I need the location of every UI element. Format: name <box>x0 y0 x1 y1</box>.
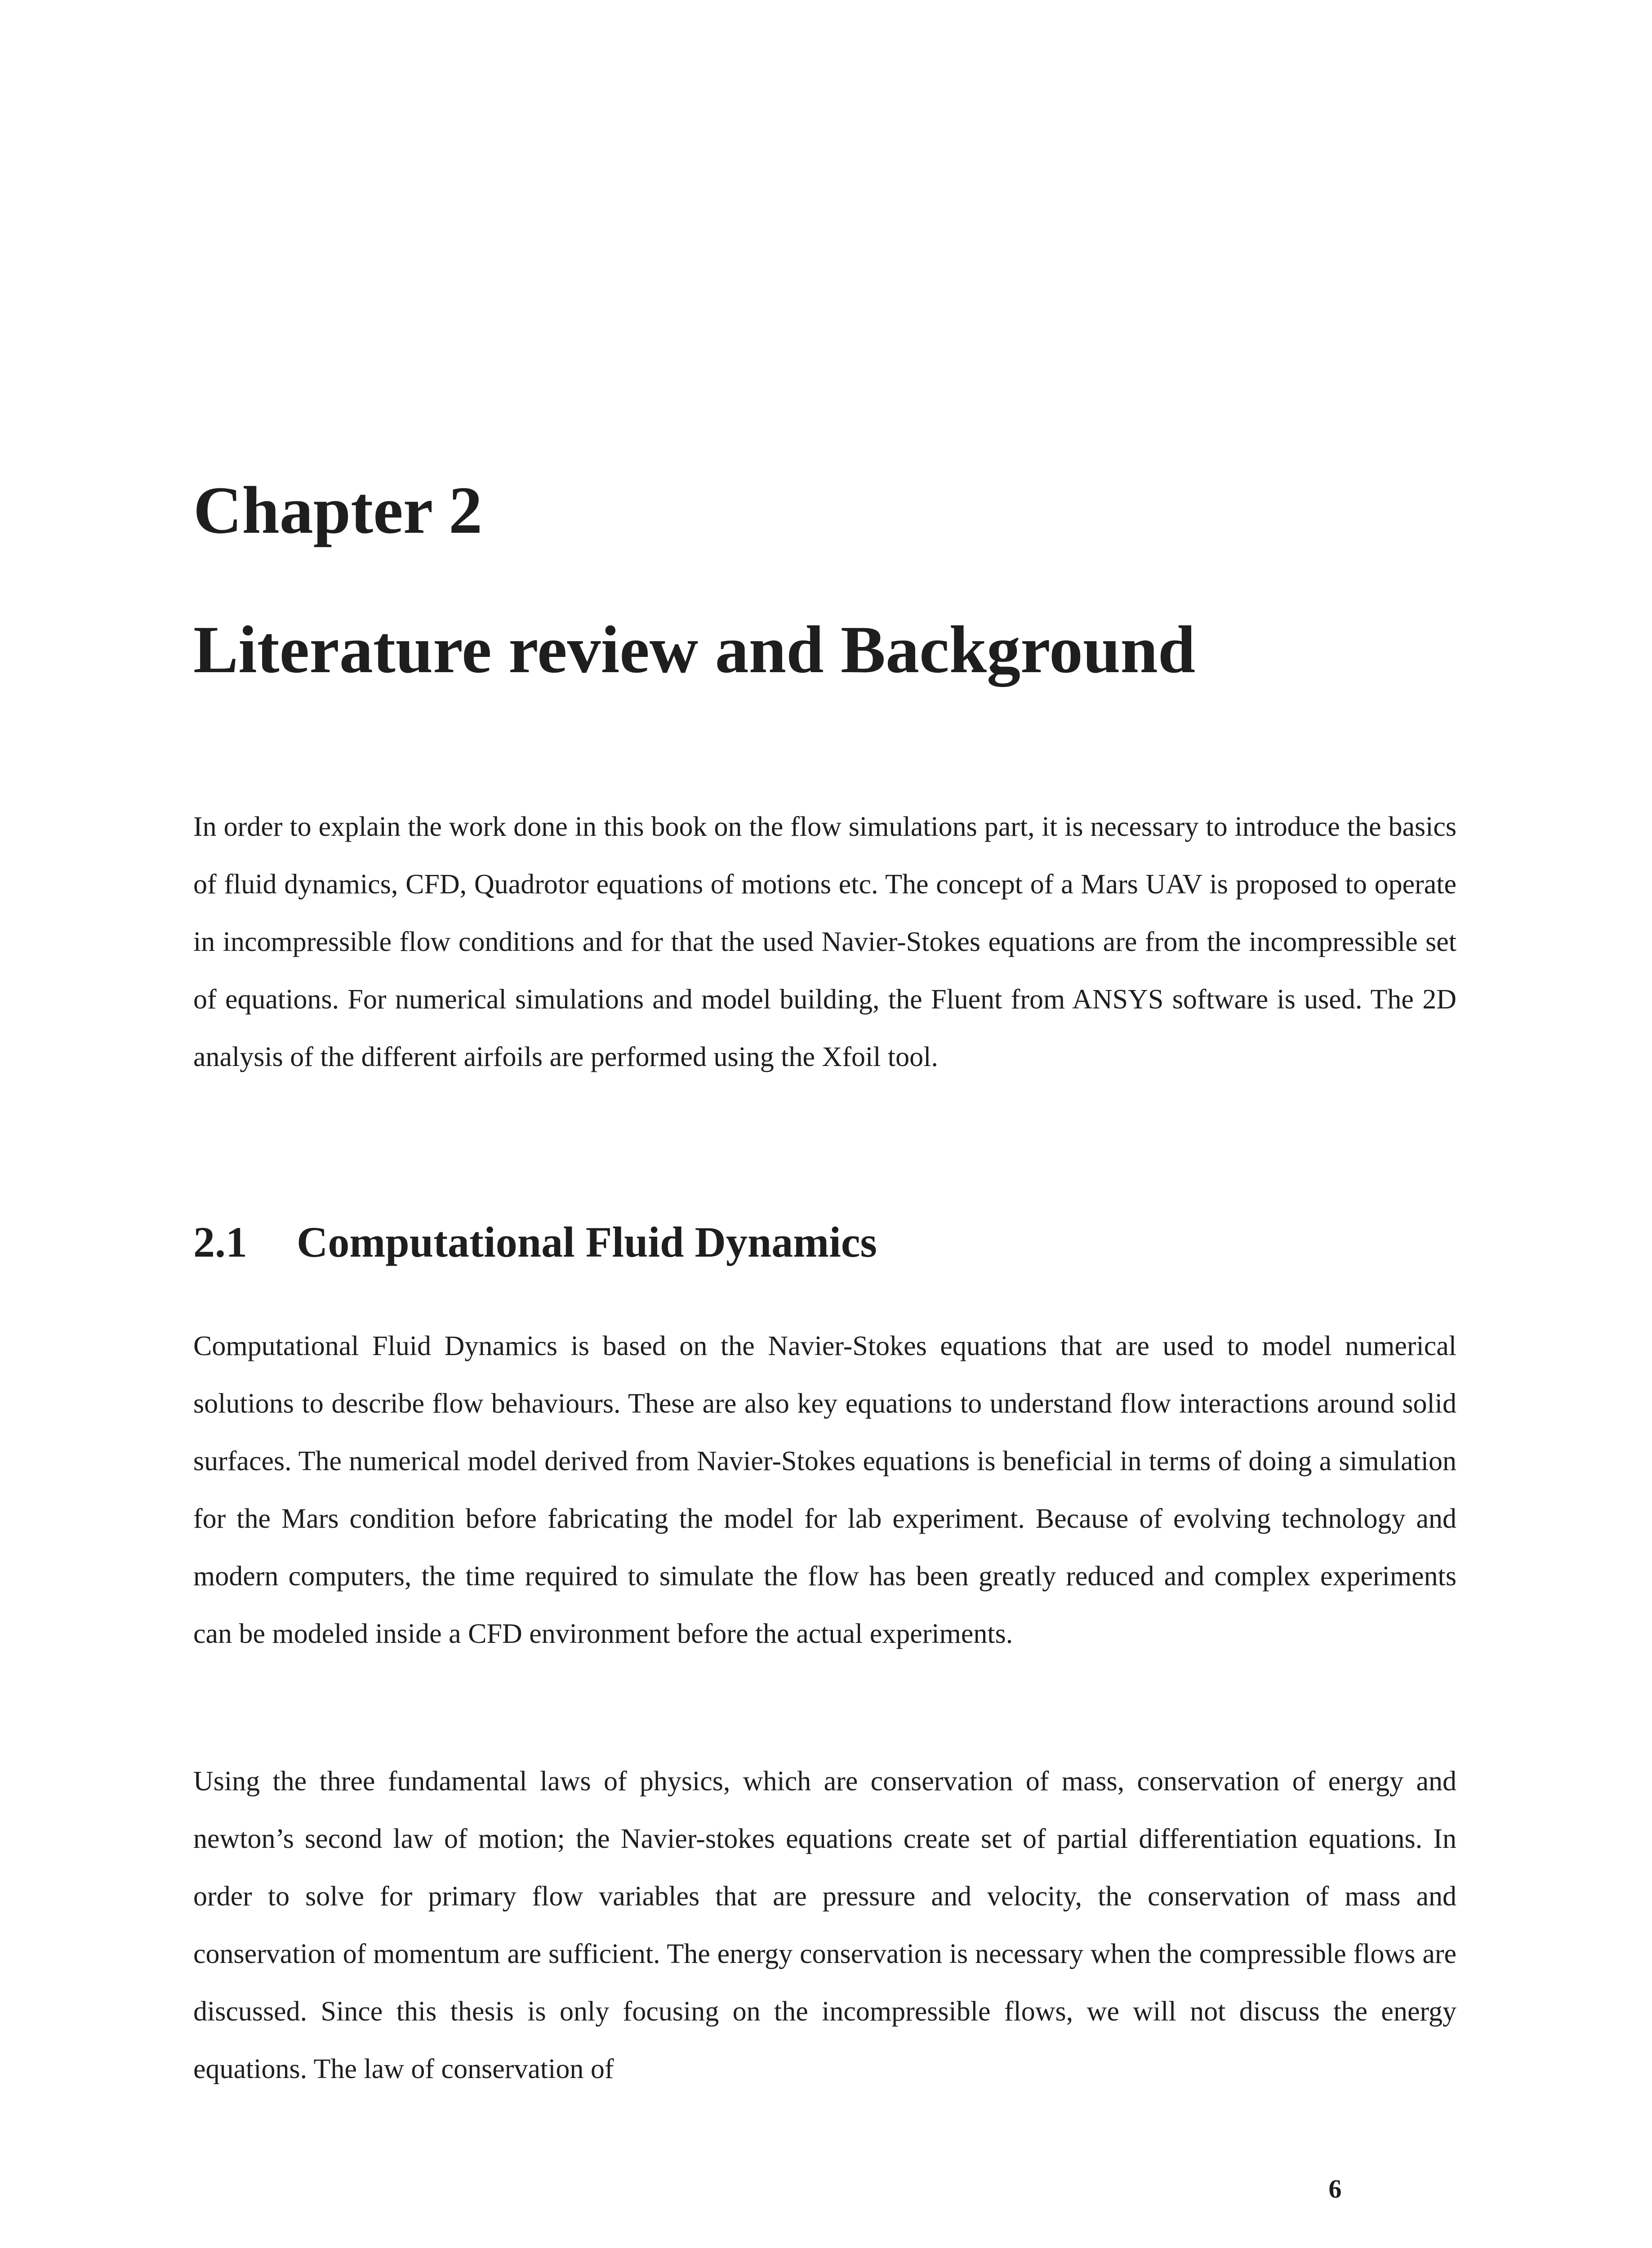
section-paragraph: Using the three fundamental laws of physics, which are conservation of mass, conservation of energy and newton’s second law of motion; the Navier-stokes equations create set of partial differentiation equations. In order to solve for primary flow variables that are pressure and velocity, the conservation of mass and conservation of momentum are sufficient. The energy conservation is necessary when the compressible flows are discussed. Since this thesis is only focusing on the incompressible flows, we will not discuss the energy equations. The law of conservation of <box>193 1766 1456 2084</box>
section-paragraph: Computational Fluid Dynamics is based on the Navier-Stokes equations that are used to model numerical solutions to describe flow behaviours. These are also key equations to understand flow interactions around solid surfaces. The numerical model derived from Navier-Stokes equations is beneficial in terms of doing a simulation for the Mars condition before fabricating the model for lab experiment. Because of evolving technology and modern computers, the time required to simulate the flow has been greatly reduced and complex experiments can be modeled inside a CFD environment before the actual experiments. <box>193 1331 1456 1649</box>
page-number: 6 <box>1328 2174 1342 2203</box>
chapter-title: Literature review and Background <box>193 612 1196 687</box>
section-heading <box>193 1218 877 1266</box>
section-number: 2.1 <box>193 1218 247 1266</box>
section-title: Computational Fluid Dynamics <box>297 1218 877 1266</box>
intro-paragraph: In order to explain the work done in this book on the flow simulations part, it is necessary to introduce the basics of fluid dynamics, CFD, Quadrotor equations of motions etc. The concept of a Mars UAV is proposed to operate in incompressible flow conditions and for that the used Navier-Stokes equations are from the incompressible set of equations. For numerical simulations and model building, the Fluent from ANSYS software is used. The 2D analysis of the different airfoils are performed using the Xfoil tool. <box>193 812 1456 1072</box>
chapter-label: Chapter 2 <box>193 473 483 548</box>
